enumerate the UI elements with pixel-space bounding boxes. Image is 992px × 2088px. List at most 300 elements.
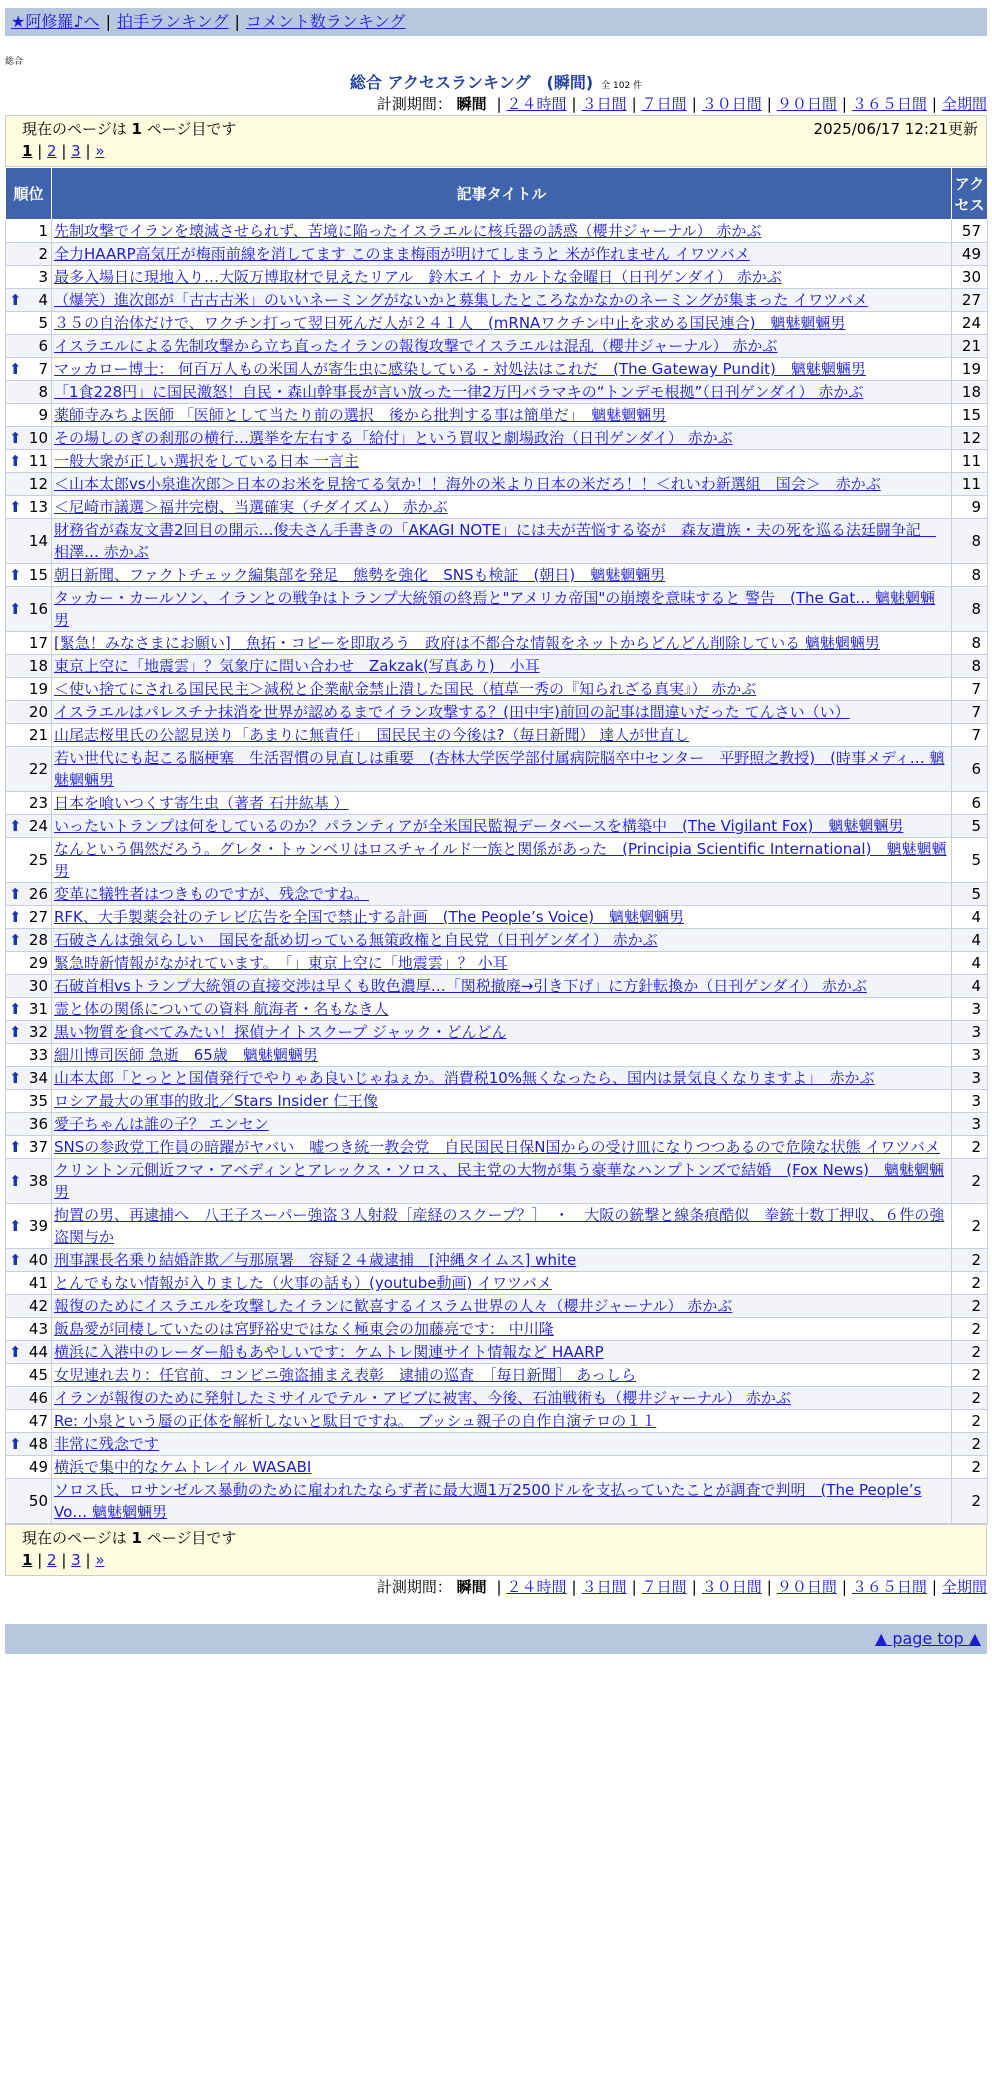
access-count: 24: [952, 312, 988, 335]
title-cell: [52, 1113, 952, 1136]
title-cell: [52, 1387, 952, 1410]
table-row: [6, 632, 988, 655]
table-row: [6, 1295, 988, 1318]
table-row: [6, 1410, 988, 1433]
table-row: [6, 587, 988, 632]
rank-cell: 47: [6, 1410, 52, 1433]
title-cell: [52, 1067, 952, 1090]
period-link[interactable]: 全期間: [941, 1578, 987, 1596]
home-link[interactable]: ★阿修羅♪へ: [11, 12, 100, 31]
table-row: [6, 1364, 988, 1387]
article-link[interactable]: マッカロー博士： 何百万人もの米国人が寄生虫に感染している - 対処法はこれだ (The Gateway Pundit) 魑魅魍魎男: [54, 360, 866, 378]
article-link[interactable]: 先制攻撃でイランを壊滅させられず、苦境に陥ったイスラエルに核兵器の誘惑（櫻井ジャーナル） 赤かぶ: [54, 222, 762, 240]
article-link[interactable]: その場しのぎの刹那の横行…選挙を左右する「給付」という買収と劇場政治（日刊ゲンダイ） 赤かぶ: [54, 429, 733, 447]
access-count: 2: [952, 1479, 988, 1524]
up-arrow-icon: ⬆: [9, 429, 22, 447]
rank-cell: 1: [6, 220, 52, 243]
title-cell: [52, 1021, 952, 1044]
article-link[interactable]: 最多入場日に現地入り…大阪万博取材で見えたリアル 鈴木エイト カルトな金曜日（日刊ゲンダイ） 赤かぶ: [54, 268, 782, 286]
table-row: [6, 358, 988, 381]
table-row: [6, 883, 988, 906]
access-count: 2: [952, 1272, 988, 1295]
article-link[interactable]: 東京上空に「地震雲」？気象庁に問い合わせ Zakzak(写真あり) 小耳: [54, 657, 540, 675]
access-count: 8: [952, 587, 988, 632]
rank-cell: 23: [6, 792, 52, 815]
title-cell: [52, 220, 952, 243]
comment-ranking-link[interactable]: コメント数ランキング: [245, 12, 406, 31]
rank-cell: 50: [6, 1479, 52, 1524]
title-cell: [52, 1090, 952, 1113]
article-link[interactable]: 財務省が森友文書2回目の開示…俊夫さん手書きの「AKAGI NOTE」には夫が苦悩する姿が 森友遺族・夫の死を巡る法廷闘争記 相澤… 赤かぶ: [54, 521, 936, 561]
page-link[interactable]: 2: [47, 142, 57, 160]
article-link[interactable]: 朝日新聞、ファクトチェック編集部を発足 態勢を強化 SNSも検証 (朝日) 魑魅魍魎男: [54, 566, 666, 584]
table-row: [6, 1341, 988, 1364]
table-row: [6, 747, 988, 792]
title-cell: [52, 496, 952, 519]
article-link[interactable]: なんという偶然だろう。グレタ・トゥンベリはロスチャイルド一族と関係があった (Principia Scientific International) 魑魅魍魎男: [54, 840, 947, 880]
title-cell: [52, 906, 952, 929]
page-link[interactable]: 3: [71, 142, 81, 160]
rank-cell: 29: [6, 952, 52, 975]
title-cell: [52, 838, 952, 883]
table-row: [6, 678, 988, 701]
up-arrow-icon: ⬆: [9, 291, 22, 309]
rank-cell: 20: [6, 701, 52, 724]
table-row: [6, 289, 988, 312]
ranking-table: [5, 167, 988, 1524]
access-count: 5: [952, 815, 988, 838]
access-count: 18: [952, 381, 988, 404]
access-count: 11: [952, 473, 988, 496]
table-row: [6, 243, 988, 266]
article-link[interactable]: イランが報復のために発射したミサイルでテル・アビブに被害、今後、石油戦術も（櫻井ジャーナル） 赤かぶ: [54, 1389, 791, 1407]
access-count: 2: [952, 1387, 988, 1410]
article-link[interactable]: ロシア最大の軍事的敗北／Stars Insider 仁王像: [54, 1092, 378, 1110]
rank-cell: ⬆ 7: [6, 358, 52, 381]
up-arrow-icon: ⬆: [9, 885, 22, 903]
period-link[interactable]: 全期間: [941, 95, 987, 113]
title-cell: [52, 1364, 952, 1387]
access-count: 27: [952, 289, 988, 312]
article-link[interactable]: とんでもない情報が入りました（火事の話も）(youtube動画) イワツバメ: [54, 1274, 552, 1292]
table-row: [6, 815, 988, 838]
access-count: 6: [952, 792, 988, 815]
title-cell: [52, 243, 952, 266]
title-cell: [52, 335, 952, 358]
title-cell: [52, 1433, 952, 1456]
article-link[interactable]: クリントン元側近フマ・アベディンとアレックス・ソロス、民主党の大物が集う豪華なハンプトンズで結婚 (Fox News) 魑魅魍魎男: [54, 1161, 944, 1201]
title-cell: [52, 404, 952, 427]
title-cell: [52, 998, 952, 1021]
access-count: 3: [952, 1090, 988, 1113]
title-cell: [52, 289, 952, 312]
update-timestamp: 2025/06/17 12:21更新: [813, 120, 978, 138]
total-count: 全 102 件: [601, 81, 643, 91]
access-count: 2: [952, 1364, 988, 1387]
title-cell: [52, 815, 952, 838]
rank-cell: ⬆ 24: [6, 815, 52, 838]
rank-cell: 6: [6, 335, 52, 358]
article-link[interactable]: 黒い物質を食べてみたい！探偵ナイトスクープ ジャック・どんどん: [54, 1023, 507, 1041]
title-cell: [52, 587, 952, 632]
page-link[interactable]: 3: [71, 1551, 81, 1569]
title-cell: [52, 266, 952, 289]
col-header-access: アクセス: [952, 168, 988, 220]
article-link[interactable]: イスラエルはパレスチナ抹消を世界が認めるまでイラン攻撃する？(田中宇)前回の記事は間違いだった てんさい（い）: [54, 703, 850, 721]
table-row: [6, 335, 988, 358]
title-cell: [52, 975, 952, 998]
page-title: [5, 70, 987, 93]
up-arrow-icon: ⬆: [9, 1251, 22, 1269]
title-cell: [52, 1318, 952, 1341]
up-arrow-icon: ⬆: [9, 1023, 22, 1041]
table-row: [6, 519, 988, 564]
period-link[interactable]: ７日間: [641, 1578, 687, 1596]
access-count: 49: [952, 243, 988, 266]
rank-cell: ⬆ 13: [6, 496, 52, 519]
article-link[interactable]: 霊と体の関係についての資料 航海者・名もなき人: [54, 1000, 389, 1018]
title-cell: [52, 312, 952, 335]
rank-cell: 41: [6, 1272, 52, 1295]
rank-cell: 33: [6, 1044, 52, 1067]
access-count: 12: [952, 427, 988, 450]
article-link[interactable]: [緊急！みなさまにお願い] 魚拓・コピーを即取ろう 政府は不都合な情報をネットからどんどん削除している 魑魅魍魎男: [54, 634, 880, 652]
title-cell: [52, 1295, 952, 1318]
access-count: 2: [952, 1341, 988, 1364]
table-row: [6, 1249, 988, 1272]
next-page-link[interactable]: »: [95, 142, 105, 160]
title-cell: [52, 473, 952, 496]
article-link[interactable]: 飯島愛が同棲していたのは宮野裕史ではなく極東会の加藤亮です： 中川隆: [54, 1320, 554, 1338]
article-link[interactable]: ソロス氏、ロサンゼルス暴動のために雇われたならず者に最大週1万2500ドルを支払っていたことが調査で判明 (The People’s Vo… 魑魅魍魎男: [54, 1481, 922, 1521]
rank-cell: 45: [6, 1364, 52, 1387]
table-row: [6, 427, 988, 450]
table-row: [6, 381, 988, 404]
title-cell: [52, 1159, 952, 1204]
article-link[interactable]: 石破さんは強気らしい 国民を舐め切っている無策政権と自民党（日刊ゲンダイ） 赤かぶ: [54, 931, 658, 949]
table-row: [6, 1113, 988, 1136]
access-count: 8: [952, 655, 988, 678]
article-link[interactable]: 日本を喰いつくす寄生虫（著者 石井紘基 ）: [54, 794, 349, 812]
access-count: 2: [952, 1136, 988, 1159]
rank-cell: ⬆ 48: [6, 1433, 52, 1456]
rank-cell: ⬆ 34: [6, 1067, 52, 1090]
period-current: 瞬間: [456, 95, 487, 113]
article-link[interactable]: 細川博司医師 急逝 65歳 魑魅魍魎男: [54, 1046, 318, 1064]
table-row: [6, 1272, 988, 1295]
access-count: 5: [952, 883, 988, 906]
access-count: 2: [952, 1159, 988, 1204]
up-arrow-icon: ⬆: [9, 1172, 22, 1190]
article-link[interactable]: 変革に犠牲者はつきものですが、残念ですね。: [54, 885, 370, 903]
up-arrow-icon: ⬆: [9, 566, 22, 584]
table-row: [6, 1090, 988, 1113]
article-link[interactable]: 愛子ちゃんは誰の子？ エンセン: [54, 1115, 269, 1133]
table-row: [6, 929, 988, 952]
article-link[interactable]: 「1食228円」に国民激怒！自民・森山幹事長が言い放った一律2万円バラマキの“トンデモ根拠”（日刊ゲンダイ） 赤かぶ: [54, 383, 864, 401]
rank-cell: ⬆ 39: [6, 1204, 52, 1249]
rank-cell: ⬆ 10: [6, 427, 52, 450]
title-cell: [52, 952, 952, 975]
article-link[interactable]: 一般大衆が正しい選択をしている日本 一言主: [54, 452, 359, 470]
title-cell: [52, 929, 952, 952]
access-count: 8: [952, 519, 988, 564]
rank-cell: 49: [6, 1456, 52, 1479]
up-arrow-icon: ⬆: [9, 1217, 22, 1235]
rank-cell: 8: [6, 381, 52, 404]
rank-cell: 2: [6, 243, 52, 266]
article-link[interactable]: 緊急時新情報がながれています。 「」東京上空に「地震雲」？ 小耳: [54, 954, 508, 972]
table-row: [6, 1433, 988, 1456]
page-link[interactable]: 2: [47, 1551, 57, 1569]
period-link[interactable]: ９０日間: [776, 95, 837, 113]
access-count: 2: [952, 1204, 988, 1249]
period-current: 瞬間: [456, 1578, 487, 1596]
title-cell: [52, 1136, 952, 1159]
up-arrow-icon: ⬆: [9, 498, 22, 516]
period-link[interactable]: ３０日間: [701, 95, 762, 113]
table-row: [6, 220, 988, 243]
access-count: 7: [952, 678, 988, 701]
access-count: 4: [952, 906, 988, 929]
article-link[interactable]: 全力HAARP高気圧が梅雨前線を消してます このまま梅雨が明けてしまうと 米が作れません イワツバメ: [54, 245, 750, 263]
period-link[interactable]: ３６５日間: [851, 1578, 927, 1596]
title-cell: [52, 1479, 952, 1524]
article-link[interactable]: 報復のためにイスラエルを攻撃したイランに歓喜するイスラム世界の人々（櫻井ジャーナル） 赤かぶ: [54, 1297, 733, 1315]
up-arrow-icon: ⬆: [9, 1069, 22, 1087]
title-cell: [52, 427, 952, 450]
title-cell: [52, 1456, 952, 1479]
rank-cell: 12: [6, 473, 52, 496]
pager-bottom: [5, 1524, 987, 1576]
title-cell: [52, 724, 952, 747]
rank-cell: 22: [6, 747, 52, 792]
table-row: [6, 838, 988, 883]
table-row: [6, 724, 988, 747]
col-header-rank: 順位: [6, 168, 52, 220]
next-page-link[interactable]: »: [95, 1551, 105, 1569]
table-row: [6, 1021, 988, 1044]
table-row: [6, 655, 988, 678]
rank-cell: 43: [6, 1318, 52, 1341]
access-count: 57: [952, 220, 988, 243]
title-cell: [52, 450, 952, 473]
article-link[interactable]: 山本太郎「とっとと国債発行でやりゃあ良いじゃねぇか。消費税10%無くなったら、国内は景気良くなりますよ」 赤かぶ: [54, 1069, 875, 1087]
article-link[interactable]: ３５の自治体だけで、ワクチン打って翌日死んだ人が２４１人 (mRNAワクチン中止を求める国民連合) 魑魅魍魎男: [54, 314, 846, 332]
period-link[interactable]: ２４時間: [506, 95, 567, 113]
up-arrow-icon: ⬆: [9, 360, 22, 378]
title-cell: [52, 358, 952, 381]
rank-cell: 21: [6, 724, 52, 747]
access-count: 4: [952, 952, 988, 975]
article-link[interactable]: いったいトランプは何をしているのか？パランティアが全米国民監視データベースを構築中 (The Vigilant Fox) 魑魅魍魎男: [54, 817, 904, 835]
page-status-bottom: 現在のページは 1 ページ目です: [22, 1529, 237, 1547]
rank-cell: 9: [6, 404, 52, 427]
access-count: 3: [952, 1044, 988, 1067]
access-count: 7: [952, 701, 988, 724]
page-links-bottom: 1 | 2 | 3 | »: [22, 1551, 105, 1569]
rank-cell: ⬆ 44: [6, 1341, 52, 1364]
rank-cell: 30: [6, 975, 52, 998]
title-cell: [52, 381, 952, 404]
period-link[interactable]: ７日間: [641, 95, 687, 113]
table-row: [6, 952, 988, 975]
up-arrow-icon: ⬆: [9, 452, 22, 470]
title-cell: [52, 564, 952, 587]
title-cell: [52, 792, 952, 815]
article-link[interactable]: 石破首相vsトランプ大統領の直接交渉は早くも敗色濃厚…「関税撤廃→引き下げ」に方針転換か（日刊ゲンダイ） 赤かぶ: [54, 977, 867, 995]
table-row: [6, 1204, 988, 1249]
period-link[interactable]: ３６５日間: [851, 95, 927, 113]
table-row: [6, 1159, 988, 1204]
article-link[interactable]: 若い世代にも起こる脳梗塞 生活習慣の見直しは重要 (杏林大学医学部付属病院脳卒中センター 平野照之教授) (時事メディ… 魑魅魍魎男: [54, 749, 945, 789]
table-row: [6, 1456, 988, 1479]
article-link[interactable]: RFK、大手製薬会社のテレビ広告を全国で禁止する計画 (The People’s Voice) 魑魅魍魎男: [54, 908, 685, 926]
article-link[interactable]: ＜尼崎市議選＞福井完樹、当選確実（チダイズム） 赤かぶ: [54, 498, 448, 516]
table-row: [6, 473, 988, 496]
ranking-title: 総合 アクセスランキング (瞬間): [349, 73, 594, 92]
title-cell: [52, 747, 952, 792]
table-row: [6, 1136, 988, 1159]
title-cell: [52, 1204, 952, 1249]
rank-cell: ⬆ 26: [6, 883, 52, 906]
title-cell: [52, 632, 952, 655]
table-row: [6, 404, 988, 427]
article-link[interactable]: ＜山本太郎vs小泉進次郎＞日本のお米を見捨てる気か！！海外の米より日本の米だろ！！＜れいわ新選組 国会＞ 赤かぶ: [54, 475, 881, 493]
access-count: 8: [952, 564, 988, 587]
period-label: 計測期間：: [376, 95, 452, 113]
table-row: [6, 1044, 988, 1067]
up-arrow-icon: ⬆: [9, 1435, 22, 1453]
period-link[interactable]: ９０日間: [776, 1578, 837, 1596]
period-link[interactable]: ３０日間: [701, 1578, 762, 1596]
title-cell: [52, 1044, 952, 1067]
page-link-current[interactable]: 1: [22, 1551, 33, 1569]
rank-cell: ⬆ 27: [6, 906, 52, 929]
rank-cell: 42: [6, 1295, 52, 1318]
access-count: 2: [952, 1410, 988, 1433]
access-count: 2: [952, 1433, 988, 1456]
article-link[interactable]: SNSの参政党工作員の暗躍がヤバい 嘘つき統一教会党 自民国民日保N国からの受け皿になりつつあるので危険な状態 イワツバメ: [54, 1138, 940, 1156]
up-arrow-icon: ⬆: [9, 1000, 22, 1018]
article-link[interactable]: 拘置の男、再逮捕へ 八王子スーパー強盗３人射殺［産経のスクープ？］ ・ 大阪の銃撃と線条痕酷似 拳銃十数丁押収、６件の強盗関与か: [54, 1206, 945, 1246]
title-cell: [52, 1410, 952, 1433]
up-arrow-icon: ⬆: [9, 817, 22, 835]
access-count: 2: [952, 1456, 988, 1479]
access-count: 3: [952, 1021, 988, 1044]
up-arrow-icon: ⬆: [9, 1343, 22, 1361]
rank-cell: ⬆ 28: [6, 929, 52, 952]
article-link[interactable]: ＜使い捨てにされる国民民主＞減税と企業献金禁止潰した国民（植草一秀の『知られざる真実』） 赤かぶ: [54, 680, 757, 698]
table-row: [6, 564, 988, 587]
rank-cell: ⬆ 32: [6, 1021, 52, 1044]
access-count: 15: [952, 404, 988, 427]
top-nav: ★阿修羅♪へ | 拍手ランキング | コメント数ランキング: [5, 8, 987, 36]
rank-cell: 3: [6, 266, 52, 289]
title-cell: [52, 1249, 952, 1272]
title-cell: [52, 883, 952, 906]
clap-ranking-link[interactable]: 拍手ランキング: [116, 12, 229, 31]
access-count: 7: [952, 724, 988, 747]
rank-cell: 19: [6, 678, 52, 701]
period-selector-top: 計測期間： 瞬間 | ２４時間 | ３日間 | ７日間 | ３０日間 | ９０日間 | ３６５日間 | 全期間: [376, 95, 987, 113]
rank-cell: ⬆ 11: [6, 450, 52, 473]
rank-cell: ⬆ 31: [6, 998, 52, 1021]
rank-cell: ⬆ 16: [6, 587, 52, 632]
rank-cell: 17: [6, 632, 52, 655]
access-count: 2: [952, 1295, 988, 1318]
access-count: 4: [952, 929, 988, 952]
table-row: [6, 1479, 988, 1524]
table-row: [6, 1067, 988, 1090]
article-link[interactable]: イスラエルによる先制攻撃から立ち直ったイランの報復攻撃でイスラエルは混乱（櫻井ジャーナル） 赤かぶ: [54, 337, 778, 355]
article-link[interactable]: 薬師寺みちよ医師 「医師として当たり前の選択 後から批判する事は簡単だ」 魑魅魍魎男: [54, 406, 667, 424]
article-link[interactable]: 横浜に入港中のレーダー船もあやしいです：ケムトレ関連サイト情報など HAARP: [54, 1343, 604, 1361]
title-cell: [52, 1341, 952, 1364]
page-top-link[interactable]: ▲ page top ▲: [874, 1629, 981, 1648]
table-row: [6, 312, 988, 335]
title-cell: [52, 701, 952, 724]
up-arrow-icon: ⬆: [9, 600, 22, 618]
rank-cell: 36: [6, 1113, 52, 1136]
page: [5, 8, 987, 1654]
rank-cell: 14: [6, 519, 52, 564]
article-link[interactable]: 非常に残念です: [54, 1435, 160, 1453]
up-arrow-icon: ⬆: [9, 1138, 22, 1156]
period-link[interactable]: ３日間: [581, 1578, 627, 1596]
rank-cell: 35: [6, 1090, 52, 1113]
article-link[interactable]: タッカー・カールソン、イランとの戦争はトランプ大統領の終焉と"アメリカ帝国"の崩壊を意味すると 警告 (The Gat… 魑魅魍魎男: [54, 589, 936, 629]
table-row: [6, 792, 988, 815]
page-link-current[interactable]: 1: [22, 142, 33, 160]
access-count: 2: [952, 1318, 988, 1341]
title-cell: [52, 519, 952, 564]
access-count: 4: [952, 975, 988, 998]
page-links: 1 | 2 | 3 | »: [22, 142, 105, 160]
pager-top: [5, 115, 987, 167]
rank-cell: ⬆ 4: [6, 289, 52, 312]
article-link[interactable]: 刑事課長名乗り結婚詐欺／与那原署 容疑２４歳逮捕 [沖縄タイムス] white: [54, 1251, 577, 1269]
table-row: [6, 975, 988, 998]
table-row: [6, 450, 988, 473]
rank-cell: ⬆ 37: [6, 1136, 52, 1159]
category-label: 総合: [5, 57, 24, 67]
access-count: 3: [952, 998, 988, 1021]
rank-cell: 46: [6, 1387, 52, 1410]
title-cell: [52, 655, 952, 678]
table-row: [6, 701, 988, 724]
article-link[interactable]: （爆笑）進次郎が「古古古米」のいいネーミングがないかと募集したところなかなかのネーミングが集まった イワツバメ: [54, 291, 868, 309]
period-link[interactable]: ３日間: [581, 95, 627, 113]
up-arrow-icon: ⬆: [9, 931, 22, 949]
table-row: [6, 1387, 988, 1410]
access-count: 5: [952, 838, 988, 883]
table-row: [6, 266, 988, 289]
period-link[interactable]: ２４時間: [506, 1578, 567, 1596]
col-header-title: 記事タイトル: [52, 168, 952, 220]
title-cell: [52, 1272, 952, 1295]
rank-cell: 25: [6, 838, 52, 883]
article-link[interactable]: 女児連れ去り：任官前、コンビニ強盗捕まえ表彰 逮捕の巡査 ［毎日新聞］ あっしら: [54, 1366, 637, 1384]
page-status: 現在のページは 1 ページ目です: [22, 120, 237, 138]
article-link[interactable]: 山尾志桜里氏の公認見送り「あまりに無責任」 国民民主の今後は?（毎日新聞） 達人が世直し: [54, 726, 690, 744]
period-selector-bottom: 計測期間： 瞬間 | ２４時間 | ３日間 | ７日間 | ３０日間 | ９０日間 | ３６５日間 | 全期間: [376, 1578, 987, 1596]
article-link[interactable]: Re: 小泉という蜃の正体を解析しないと駄目ですね。 ブッシュ親子の自作自演テロの１１: [54, 1412, 657, 1430]
article-link[interactable]: 横浜で集中的なケムトレイル WASABI: [54, 1458, 312, 1476]
rank-cell: ⬆ 15: [6, 564, 52, 587]
table-row: [6, 906, 988, 929]
access-count: 11: [952, 450, 988, 473]
